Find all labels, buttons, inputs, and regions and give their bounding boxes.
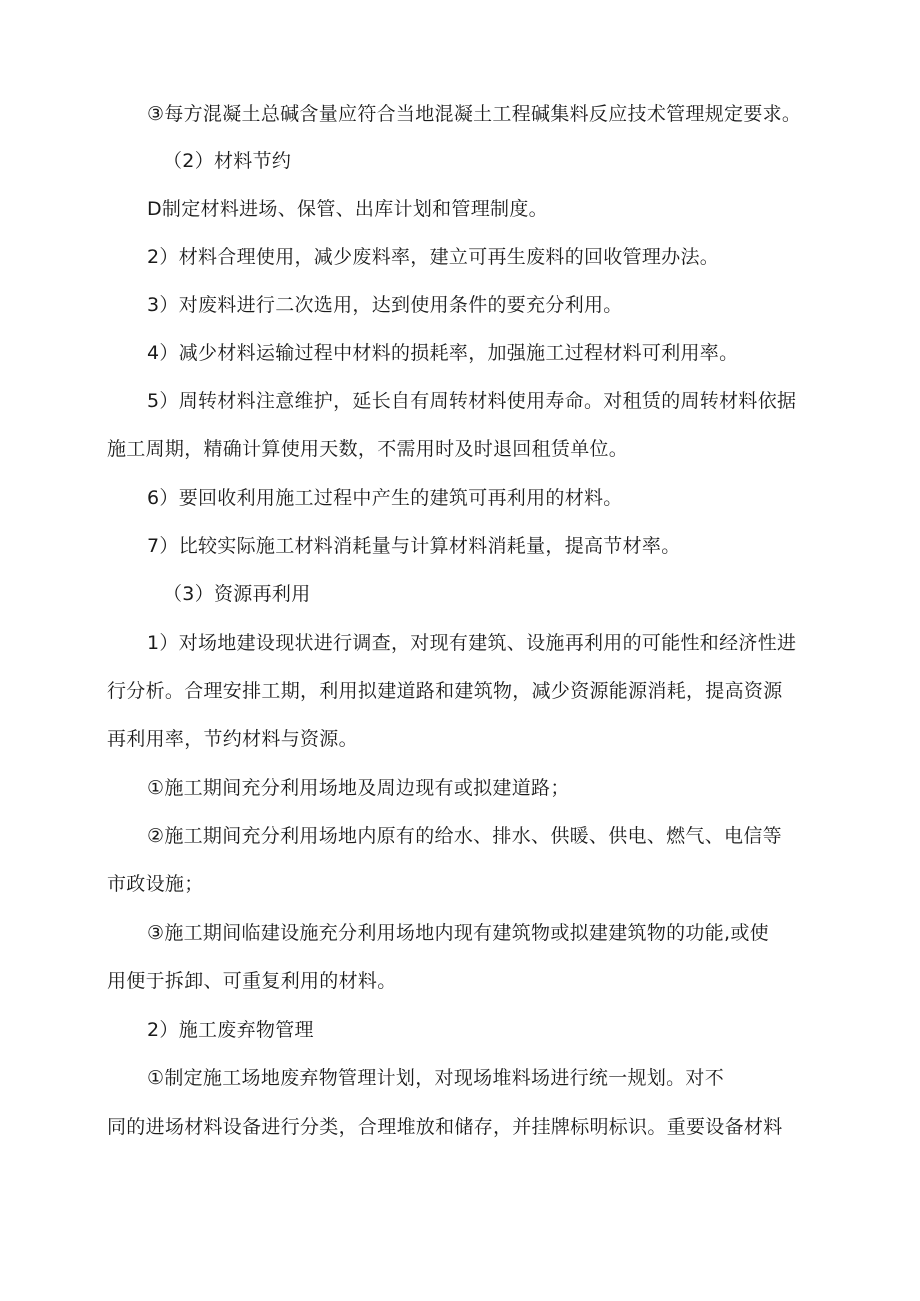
paragraph-line: 再利用率，节约材料与资源。 (107, 728, 358, 750)
paragraph-line: 1）对场地建设现状进行调查，对现有建筑、设施再利用的可能性和经济性进 (147, 632, 797, 654)
paragraph-line: 3）对废料进行二次选用，达到使用条件的要充分利用。 (147, 294, 623, 316)
paragraph-line: 6）要回收利用施工过程中产生的建筑可再利用的材料。 (147, 487, 623, 509)
paragraph-line: ③每方混凝土总碱含量应符合当地混凝土工程碱集料反应技术管理规定要求。 (147, 103, 802, 125)
paragraph-line: ①制定施工场地废弃物管理计划，对现场堆料场进行统一规划。对不 (147, 1067, 725, 1089)
paragraph-line: D制定材料进场、保管、出库计划和管理制度。 (147, 198, 548, 220)
paragraph-line: 同的进场材料设备进行分类，合理堆放和储存，并挂牌标明标识。重要设备材料 (107, 1116, 783, 1138)
paragraph-line: 2）材料合理使用，减少废料率，建立可再生废料的回收管理办法。 (147, 246, 720, 268)
paragraph-line: 5）周转材料注意维护，延长自有周转材料使用寿命。对租赁的周转材料依据 (147, 390, 797, 412)
paragraph-line: 行分析。合理安排工期，利用拟建道路和建筑物，减少资源能源消耗，提高资源 (107, 680, 783, 702)
paragraph-line: ①施工期间充分利用场地及周边现有或拟建道路； (147, 777, 570, 799)
section-heading: （3）资源再利用 (163, 583, 311, 605)
section-heading: （2）材料节约 (163, 150, 292, 172)
paragraph-line: 市政设施； (107, 873, 204, 895)
paragraph-line: 4）减少材料运输过程中材料的损耗率，加强施工过程材料可利用率。 (147, 342, 739, 364)
paragraph-line: 施工周期，精确计算使用天数，不需用时及时退回租赁单位。 (107, 438, 629, 460)
paragraph-line: ②施工期间充分利用场地内原有的给水、排水、供暖、供电、燃气、电信等 (147, 825, 782, 847)
paragraph-line: 用便于拆卸、可重复利用的材料。 (107, 970, 397, 992)
paragraph-line: ③施工期间临建设施充分利用场地内现有建筑物或拟建建筑物的功能,或使 (147, 922, 769, 944)
paragraph-line: 7）比较实际施工材料消耗量与计算材料消耗量，提高节材率。 (147, 535, 681, 557)
section-heading: 2）施工废弃物管理 (147, 1019, 314, 1041)
